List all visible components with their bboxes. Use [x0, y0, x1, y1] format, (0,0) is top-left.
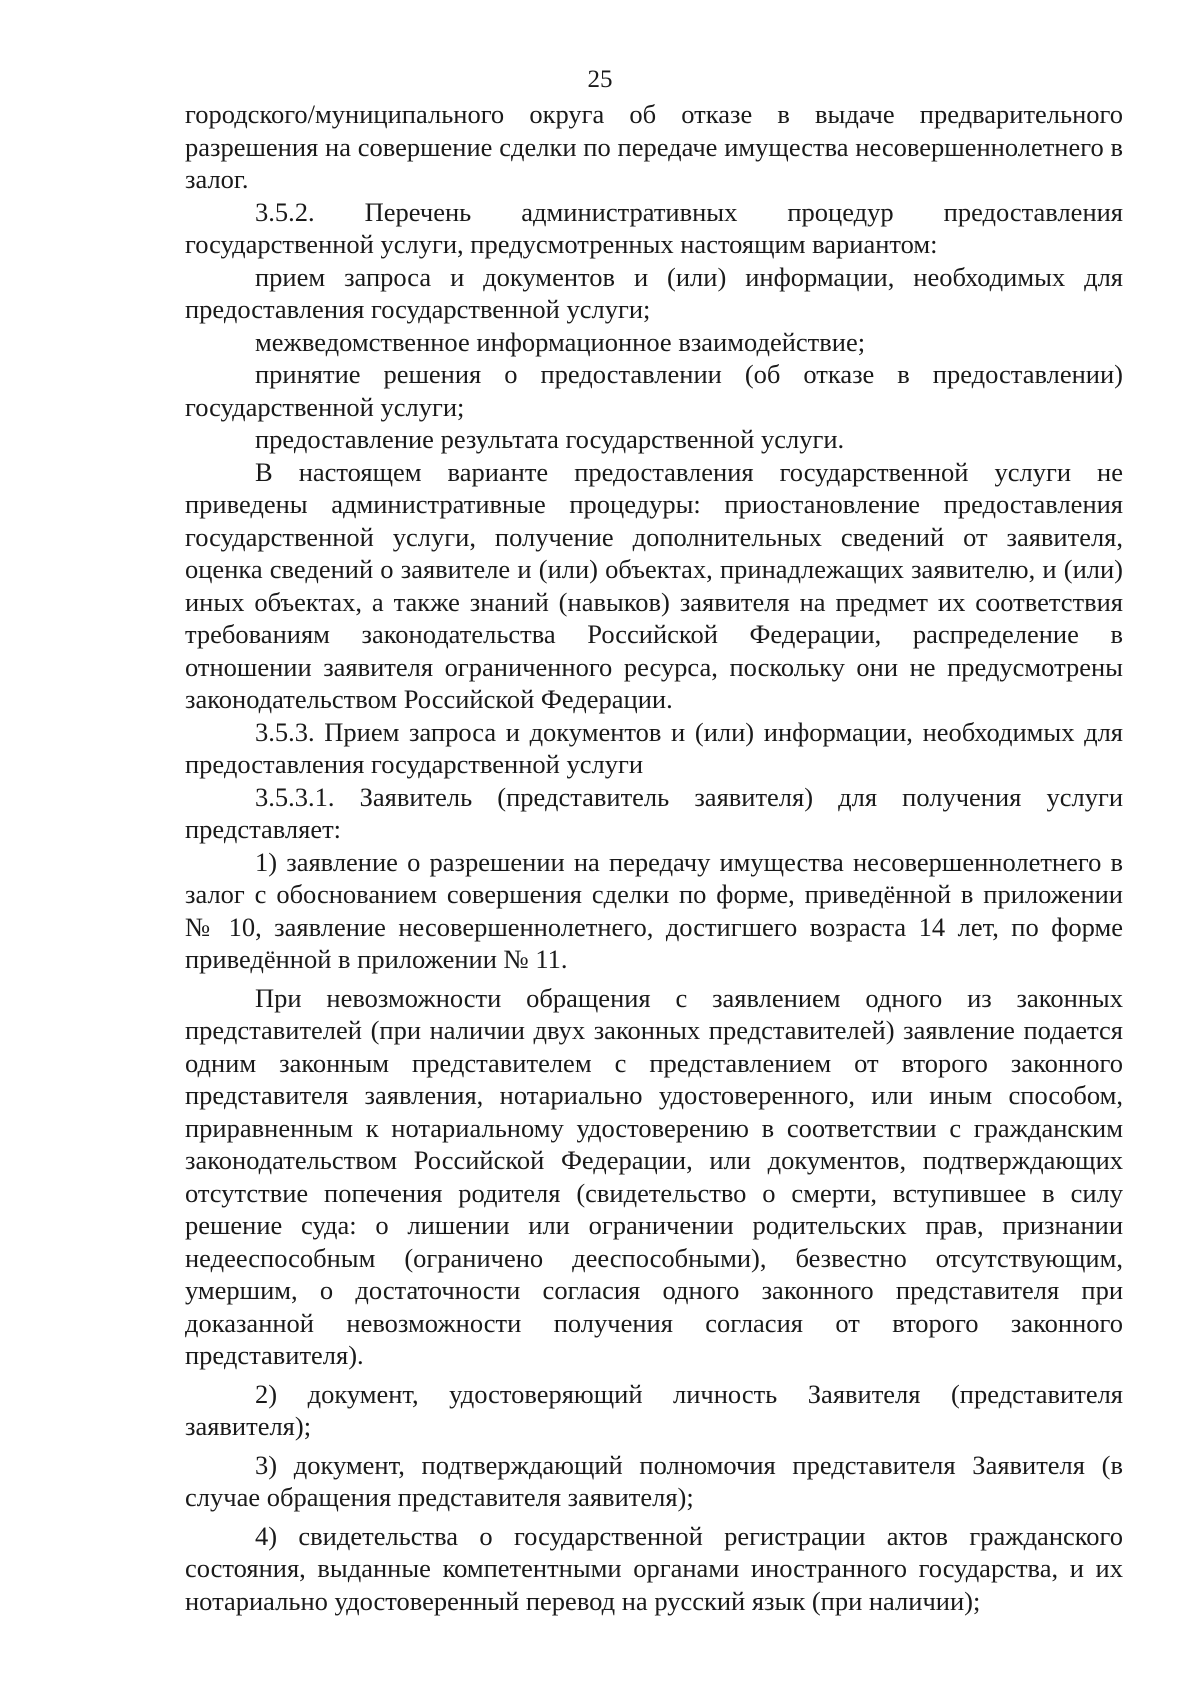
list-item-2: 2) документ, удостоверяющий личность Заявителя (представителя заявителя); [185, 1378, 1123, 1441]
paragraph-continuation: городского/муниципального округа об отказе в выдаче предварительного разрешения на совершение сделки по передаче имущества несовершеннолетнего в залог. [185, 99, 1123, 194]
paragraph-3-5-2: 3.5.2. Перечень административных процедур предоставления государственной услуги, предусмотренных настоящим вариантом: [185, 196, 1123, 259]
list-item-1: 1) заявление о разрешении на передачу имущества несовершеннолетнего в залог с обоснованием совершения сделки по форме, приведённой в приложении № 10, заявление несовершеннолетнего, достигшего возраста 14 лет, по форме приведённой в приложении № 11. [185, 846, 1123, 974]
paragraph-impossibility: При невозможности обращения с заявлением одного из законных представителей (при наличии двух законных представителей) заявление подается одним законным представителем с представлением от второго законного представителя заявления, нотариально удостоверенного, или иным способом, приравненным к нотариальному удостоверению в соответствии с гражданским законодательством Российской Федерации, или документов, подтверждающих отсутствие попечения родителя (свидетельство о смерти, вступившее в силу решение суда: о лишении или ограничении родительских прав, признании недееспособным (ограничено дееспособными), безвестно отсутствующим, умершим, о достаточности согласия одного законного представителя при доказанной невозможности получения согласия от второго законного представителя). [185, 982, 1123, 1370]
paragraph-3-5-3: 3.5.3. Прием запроса и документов и (или) информации, необходимых для предоставления государственной услуги [185, 716, 1123, 779]
paragraph-3-5-3-1: 3.5.3.1. Заявитель (представитель заявителя) для получения услуги представляет: [185, 781, 1123, 844]
list-item-3: 3) документ, подтверждающий полномочия представителя Заявителя (в случае обращения представителя заявителя); [185, 1449, 1123, 1512]
procedure-item-interagency: межведомственное информационное взаимодействие; [255, 326, 866, 357]
paragraph-excluded-procedures: В настоящем варианте предоставления государственной услуги не приведены административные процедуры: приостановление предоставления государственной услуги, получение дополнительных сведений от заявителя, оценка сведений о заявителе и (или) объектах, принадлежащих заявителю, и (или) иных объектах, а также знаний (навыков) заявителя на предмет их соответствия требованиям законодательства Российской Федерации, распределение в отношении заявителя ограниченного ресурса, поскольку они не предусмотрены законодательством Российской Федерации. [185, 456, 1123, 714]
procedure-item-result: предоставление результата государственной услуги. [255, 424, 845, 454]
procedure-item-reception: прием запроса и документов и (или) информации, необходимых для предоставления государственной услуги; [185, 261, 1123, 324]
procedure-item-decision: принятие решения о предоставлении (об отказе в предоставлении) государственной услуги; [185, 359, 1123, 422]
list-item-4: 4) свидетельства о государственной регистрации актов гражданского состояния, выданные компетентными органами иностранного государства, и их нотариально удостоверенный перевод на русский язык (при наличии); [185, 1520, 1123, 1616]
document-body [185, 98, 1123, 1617]
page-number: 25 [587, 66, 613, 93]
